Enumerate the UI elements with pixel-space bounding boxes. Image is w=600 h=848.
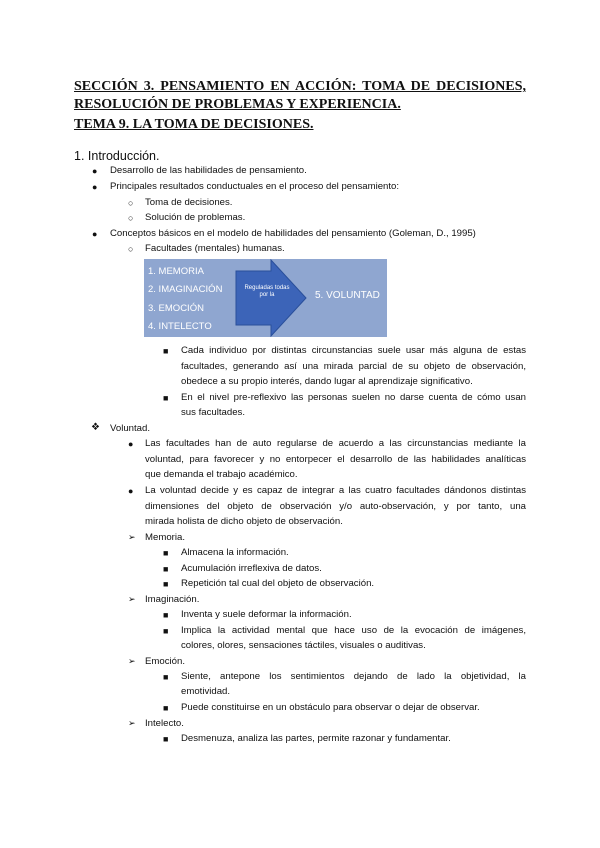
diagram-result: 5. VOLUNTAD	[315, 290, 380, 301]
bullet-circle: ○	[128, 213, 134, 223]
emocion-item-1-line-1: Siente, antepone los sentimientos dejando de lado la objetividad, la	[181, 671, 526, 682]
imaginacion-item-1: Inventa y suele deformar la información.	[181, 609, 352, 620]
bullet-circle: ○	[128, 244, 134, 254]
bullet-square: ■	[163, 548, 169, 558]
voluntad-p1-line-3: que demanda el trabajo académico.	[145, 469, 298, 480]
voluntad-p2-line-2: dimensiones del objeto de observación y/o auto-observación, y por tanto, una	[145, 501, 526, 512]
imaginacion-label: Imaginación.	[145, 594, 200, 605]
voluntad-p1-line-2: voluntad, para favorecer y no entorpecer el desarrollo de las habilidades analíticas	[145, 454, 526, 465]
arrow-bullet-icon: ➢	[128, 656, 136, 666]
note-1-line-1: Cada individuo por distintas circunstancias suele usar más alguna de estas	[181, 345, 526, 356]
topic-title: TEMA 9. LA TOMA DE DECISIONES.	[74, 117, 314, 132]
diagram-arrow-text: Reguladas todas por la	[244, 285, 290, 298]
memoria-label: Memoria.	[145, 532, 185, 543]
voluntad-p1-line-1: Las facultades han de auto regularse de acuerdo a las circunstancias mediante la	[145, 438, 526, 449]
bullet-square: ■	[163, 610, 169, 620]
arrow-bullet-icon: ➢	[128, 718, 136, 728]
bullet-square: ■	[163, 579, 169, 589]
emocion-item-1-line-2: emotividad.	[181, 686, 231, 697]
bullet-square: ■	[163, 703, 169, 713]
memoria-item-3: Repetición tal cual del objeto de observación.	[181, 578, 375, 589]
memoria-item-1: Almacena la información.	[181, 547, 289, 558]
bullet-square: ■	[163, 626, 169, 636]
bullet-square: ■	[163, 734, 169, 744]
voluntad-heading: Voluntad.	[110, 423, 151, 434]
intro-bullet-1: Desarrollo de las habilidades de pensamiento.	[110, 165, 307, 176]
emocion-item-2: Puede constituirse en un obstáculo para observar o dejar de observar.	[181, 702, 480, 713]
imaginacion-item-2-line-1: Implica la actividad mental que hace uso de la evocación de imágenes,	[181, 625, 526, 636]
section-subtitle: RESOLUCIÓN DE PROBLEMAS Y EXPERIENCIA.	[74, 97, 401, 112]
memoria-item-2: Acumulación irreflexiva de datos.	[181, 563, 322, 574]
intro-bullet-3: Conceptos básicos en el modelo de habilidades del pensamiento (Goleman, D., 1995)	[110, 228, 476, 239]
bullet-dot: ●	[128, 439, 134, 449]
note-2-line-1: En el nivel pre-reflexivo las personas suelen no darse cuenta de cómo usan	[181, 392, 526, 403]
bullet-dot: ●	[92, 229, 98, 239]
diagram-item-emocion: 3. EMOCIÓN	[148, 303, 204, 314]
bullet-circle: ○	[128, 198, 134, 208]
intro-bullet-2: Principales resultados conductuales en el proceso del pensamiento:	[110, 181, 400, 192]
voluntad-p2-line-1: La voluntad decide y es capaz de integrar a las cuatro facultades dándonos distintas	[145, 485, 526, 496]
bullet-square: ■	[163, 393, 169, 403]
note-2-line-2: sus facultades.	[181, 407, 245, 418]
intelecto-label: Intelecto.	[145, 718, 184, 729]
intro-bullet-2a: Toma de decisiones.	[145, 197, 233, 208]
bullet-dot: ●	[92, 166, 98, 176]
intro-heading: 1. Introducción.	[74, 149, 160, 163]
diagram-item-memoria: 1. MEMORIA	[148, 266, 204, 277]
imaginacion-item-2-line-2: colores, olores, sensaciones táctiles, visuales o auditivas.	[181, 640, 426, 651]
intelecto-item-1: Desmenuza, analiza las partes, permite razonar y fundamentar.	[181, 733, 451, 744]
section-title: SECCIÓN 3. PENSAMIENTO EN ACCIÓN: TOMA DE DECISIONES,	[74, 79, 526, 94]
bullet-square: ■	[163, 672, 169, 682]
emocion-label: Emoción.	[145, 656, 185, 667]
note-1-line-2: facultades, generando así una mirada parcial de su objeto de observación,	[181, 361, 526, 372]
arrow-bullet-icon: ➢	[128, 532, 136, 542]
diagram-item-intelecto: 4. INTELECTO	[148, 321, 212, 332]
note-1-line-3: obedece a su propio interés, dando lugar al aprendizaje significativo.	[181, 376, 473, 387]
bullet-square: ■	[163, 346, 169, 356]
bullet-dot: ●	[128, 486, 134, 496]
intro-bullet-3a: Facultades (mentales) humanas.	[145, 243, 285, 254]
voluntad-p2-line-3: mirada holista de dicho objeto de observación.	[145, 516, 343, 527]
intro-bullet-2b: Solución de problemas.	[145, 212, 246, 223]
bullet-square: ■	[163, 564, 169, 574]
arrow-bullet-icon: ➢	[128, 594, 136, 604]
diamond-bullet-icon: ❖	[91, 422, 100, 433]
bullet-dot: ●	[92, 182, 98, 192]
diagram-item-imaginacion: 2. IMAGINACIÓN	[148, 284, 223, 295]
